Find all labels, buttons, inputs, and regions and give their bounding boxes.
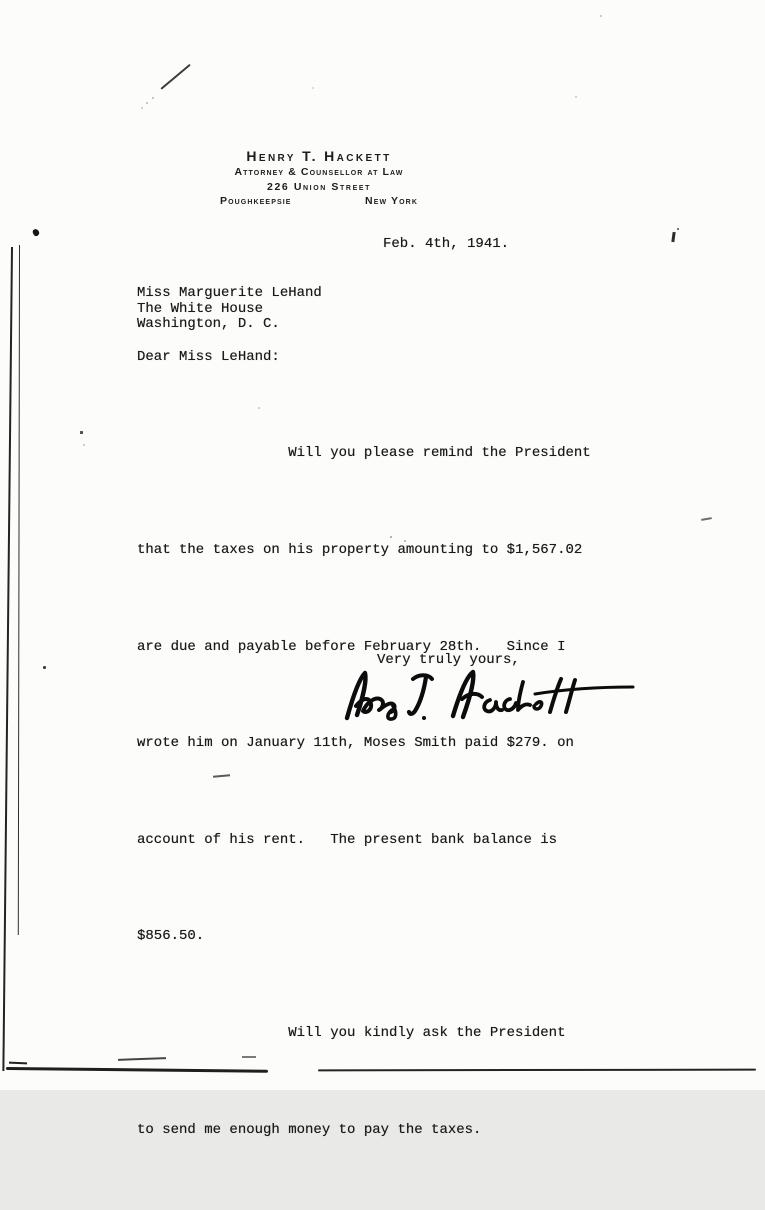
body-line: Will you please remind the President [137,445,591,462]
recipient-name: Miss Marguerite LeHand [137,285,322,301]
letterhead-state: New York [365,195,418,207]
speck [80,431,83,434]
speck [43,666,46,669]
body-line: that the taxes on his property amounting to $1,567.02 [137,542,583,559]
letterhead-city: Poughkeepsie [220,195,292,207]
speck [575,96,577,98]
ink-blob-mark [32,228,41,237]
speck [141,107,143,109]
recipient-address [137,286,322,333]
recipient-address-line: The White House [137,300,264,317]
salutation: Dear Miss LeHand: [137,349,280,365]
speck [312,87,314,89]
tilde-smudge [701,517,712,521]
letterhead [220,148,418,207]
pen-stroke-mark [160,64,190,90]
body-line: $856.50. [137,928,205,945]
closing-phrase: Very truly yours, [377,652,520,668]
letterhead-city-state [220,195,418,207]
body-line: account of his rent. The present bank balance is [137,831,558,848]
signature-handwritten [340,666,640,726]
body-line: Will you kindly ask the President [137,1025,566,1042]
speck [152,97,154,99]
letterhead-street: 226 Union Street [267,181,371,193]
speck [83,444,85,446]
body-line: to send me enough money to pay the taxes. [137,1121,482,1138]
body-line: wrote him on January 11th, Moses Smith paid $279. on [137,735,574,752]
letterhead-name: Henry T. Hackett [246,148,392,164]
stray-mark-right [671,232,675,242]
recipient-city: Washington, D. C. [137,316,280,333]
letter-date: Feb. 4th, 1941. [383,236,510,252]
letter-body [137,373,591,1210]
stray-dot-right [677,228,679,230]
speck [146,102,148,104]
letterhead-title: Attorney & Counsellor at Law [234,166,404,178]
scan-fold-line-left-2 [18,245,21,935]
corner-tick-mark [9,1062,27,1065]
speck [600,15,602,17]
scan-fold-line-left [2,247,13,1071]
body-line: are due and payable before February 28th. Since I [137,638,566,655]
